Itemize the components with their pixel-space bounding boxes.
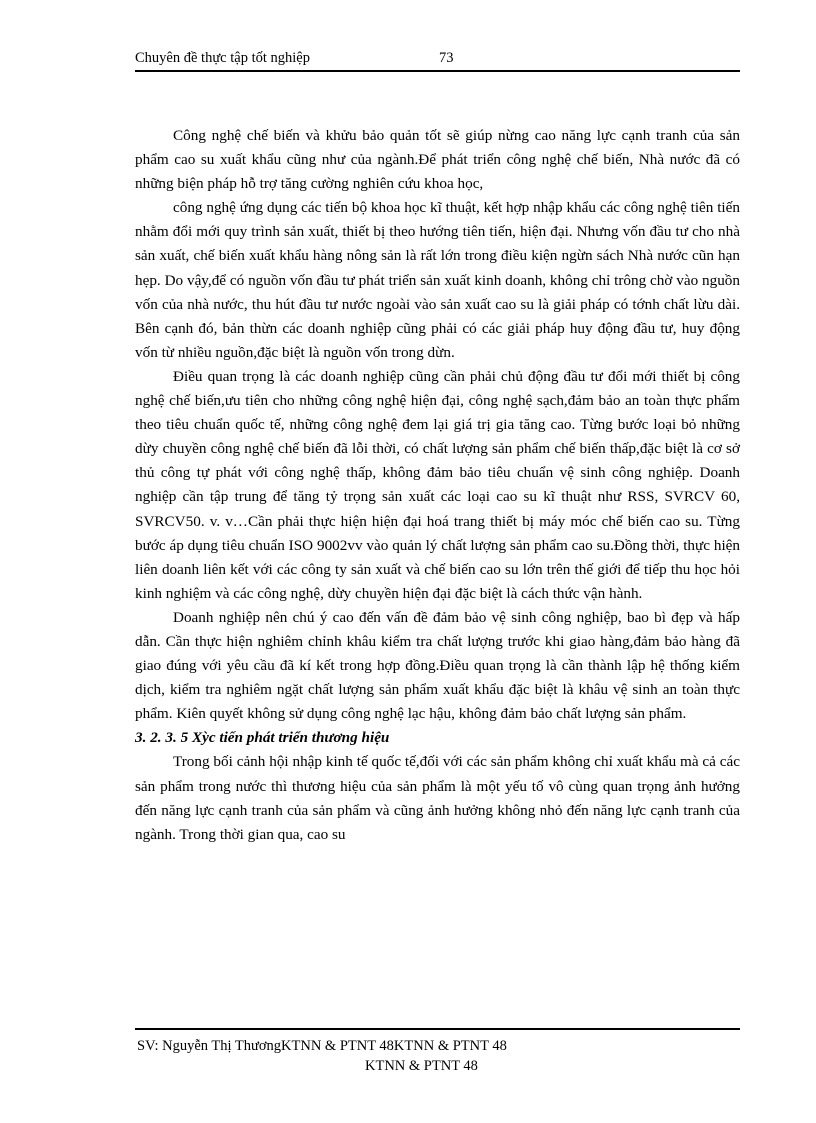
paragraph: Điều quan trọng là các doanh nghiệp cũng cần phải chủ động đầu tư đổi mới thiết bị công nghệ chế biến,ưu tiên cho những công nghệ hiện đại, công nghệ sạch,đảm bảo an toàn thực phẩm theo tiêu chuẩn quốc tế, những công nghệ đem lại giá trị gia tăng cao. Từng bước loại bỏ những dừy chuyền công nghệ chế biến đã lỗi thời, có chất lượng sản phẩm chế biến thấp,đặc biệt là cơ sở thủ công tự phát với công nghệ thấp, không đảm bảo tiêu chuẩn vệ sinh công nghiệp. Doanh nghiệp cần tập trung để tăng tỷ trọng sản xuất các loại cao su kĩ thuật như RSS, SVRCV 60, SVRCV50. v. v…Cần phải thực hiện hiện đại hoá trang thiết bị máy móc chế biến cao su. Từng bước áp dụng tiêu chuẩn ISO 9002vv vào quản lý chất lượng sản phẩm cao su.Đồng thời, thực hiện liên doanh liên kết với các công ty sản xuất và chế biến cao su lớn trên thế giới để tiếp thu học hỏi kinh nghiệm và các công nghệ, dừy chuyền hiện đại đặc biệt là cách thức vận hành. [135, 367, 740, 602]
document-title: Chuyên đề thực tập tốt nghiệp [135, 50, 310, 66]
paragraph: công nghệ ứng dụng các tiến bộ khoa học kĩ thuật, kết hợp nhập khẩu các công nghệ tiên tiến nhằm đổi mới quy trình sản xuất, thiết bị theo hướng tiên tiến, hiện đại. Nhưng vốn đầu tư cho nhà sản xuất, chế biến xuất khẩu hàng nông sản là rất lớn trong điều kiện ngừn sách Nhà nước cũn hạn hẹp. Do vậy,để có nguồn vốn đầu tư phát triển sản xuất kinh doanh, không chỉ trông chờ vào nguồn vốn của nhà nước, thu hút đầu tư nước ngoài vào sản xuất cao su là giải pháp có tớnh chất lừu dài. Bên cạnh đó, bản thừn các doanh nghiệp cũng phải có các giải pháp huy động đầu tư, huy động vốn từ nhiều nguồn,đặc biệt là nguồn vốn trong dừn. [135, 199, 740, 361]
paragraph: Trong bối cảnh hội nhập kinh tế quốc tế,đối với các sản phẩm không chỉ xuất khẩu mà cả các sản phẩm trong nước thì thương hiệu của sản phẩm là một yếu tố vô cùng quan trọng ảnh hưởng đến năng lực cạnh tranh của sản phẩm và cũng ảnh hưởng không nhỏ đến năng lực cạnh tranh của ngành. Trong thời gian qua, cao su [135, 753, 740, 843]
section-heading: 3. 2. 3. 5 Xỳc tiến phát triển thương hiệu [135, 729, 390, 747]
footer-student-line: SV: Nguyễn Thị ThươngKTNN & PTNT 48KTNN & PTNT 48 [137, 1038, 507, 1054]
document-body [135, 124, 740, 847]
paragraph: Công nghệ chế biến và khửu bảo quản tốt sẽ giúp nừng cao năng lực cạnh tranh của sản phẩm cao su xuất khẩu cũng như của ngành.Để phát triển công nghệ chế biến, Nhà nước đã có những biện pháp hỗ trợ tăng cường nghiên cứu khoa học, [135, 127, 740, 193]
page-header [135, 48, 740, 72]
footer-class-line: KTNN & PTNT 48 [365, 1058, 478, 1074]
paragraph: Doanh nghiệp nên chú ý cao đến vấn đề đảm bảo vệ sinh công nghiệp, bao bì đẹp và hấp dẫn. Cần thực hiện nghiêm chỉnh khâu kiểm tra chất lượng trước khi giao hàng,đảm bảo hàng đã giao đúng với yêu cầu đã kí kết trong hợp đồng.Điều quan trọng là cần thành lập hệ thống kiểm dịch, kiểm tra nghiêm ngặt chất lượng sản phẩm xuất khẩu đặc biệt là khâu vệ sinh an toàn thực phẩm. Kiên quyết không sử dụng công nghệ lạc hậu, không đảm bảo chất lượng sản phẩm. [135, 608, 740, 723]
page-number: 73 [439, 50, 454, 66]
page-footer [135, 1028, 740, 1076]
